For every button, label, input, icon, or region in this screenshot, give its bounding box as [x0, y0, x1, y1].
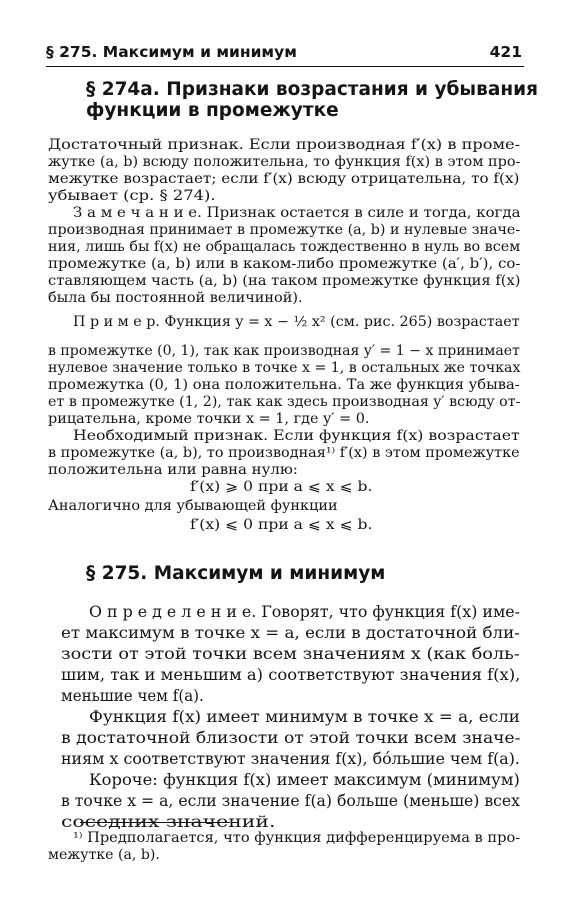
formula-increasing: f′(x) ⩾ 0 при a ⩽ x ⩽ b. — [190, 479, 373, 495]
footnote-rule — [80, 822, 230, 823]
text-line: жутке (a, b) всюду положительна, то функция f(x) в этом про- — [48, 154, 521, 170]
running-head — [0, 0, 567, 70]
text-line: рицательна, кроме точки x = 1, где y′ = 0. — [48, 411, 370, 427]
section-274a-heading-line-2: функции в промежутке — [86, 100, 339, 121]
text-line: была бы постоянной величиной). — [48, 290, 303, 306]
text-line: межутке возрастает; если f′(x) всюду отрицательна, то f(x) — [48, 171, 520, 187]
text-line: нулевое значение только в точке x = 1, в остальных же точках — [48, 360, 521, 376]
text-line: убывает (ср. § 274). — [48, 188, 216, 204]
text-line: в точке x = a, если значение f(a) больше (меньше) всех — [61, 791, 520, 810]
text-line: З а м е ч а н и е. Признак остается в силе и тогда, когда — [73, 205, 521, 221]
text-line: ет максимум в точке x = a, если в достаточной бли- — [61, 623, 520, 642]
text-line: Короче: функция f(x) имеет максимум (минимум) — [89, 770, 520, 789]
running-head-title: § 275. Максимум и минимум — [46, 43, 297, 61]
footnote-line: межутке (a, b). — [48, 847, 160, 863]
text-line: в промежутке (a, b), то производная¹⁾ f′(x) в этом промежутке — [48, 445, 520, 461]
text-line: в достаточной близости от этой точки всем значе- — [61, 728, 521, 747]
text-line: ниям x соответствуют значения f(x), бо́льшие чем f(a). — [61, 749, 520, 768]
text-line: в промежутке (0, 1), так как производная y′ = 1 − x принимает — [48, 343, 520, 359]
text-line: ния, лишь бы f(x) не обращалась тождественно в нуль во всем — [48, 239, 521, 255]
text-line: О п р е д е л е н и е. Говорят, что функция f(x) име- — [89, 602, 520, 621]
text-line: ет в промежутке (1, 2), так как здесь производная y′ всюду от- — [48, 394, 521, 410]
footnote-line: ¹⁾ Предполагается, что функция дифференцируема в про- — [73, 830, 521, 846]
text-line: зости от этой точки всем значениям x (как боль- — [61, 644, 520, 663]
text-line: промежутка (0, 1) она положительна. Та же функция убыва- — [48, 377, 520, 393]
text-line: шим, так и меньшим a) соответствуют значения f(x), — [61, 665, 521, 684]
page-number: 421 — [489, 43, 522, 61]
text-line: положительна или равна нулю: — [48, 462, 298, 478]
section-275-heading: § 275. Максимум и минимум — [86, 563, 386, 584]
text-line: Аналогично для убывающей функции — [48, 498, 338, 514]
text-line: Функция f(x) имеет минимум в точке x = a, если — [89, 707, 520, 726]
section-274a-heading-line-1: § 274а. Признаки возрастания и убывания — [86, 79, 538, 100]
text-line: Достаточный признак. Если производная f′(x) в проме- — [48, 137, 521, 153]
formula-decreasing: f′(x) ⩽ 0 при a ⩽ x ⩽ b. — [190, 517, 373, 533]
text-line: промежутке (a, b) или в каком-либо промежутке (a′, b′), со- — [48, 256, 521, 272]
example-line: П р и м е р. Функция y = x − ½ x² (см. рис. 265) возрастает — [73, 314, 520, 330]
text-line: ставляющем часть (a, b) (на таком промежутке функция f(x) — [48, 273, 521, 289]
text-line: меньшие чем f(a). — [61, 686, 204, 705]
text-line: производная принимает в промежутке (a, b) и нулевые значе- — [48, 222, 521, 238]
text-line: соседних значений. — [61, 812, 276, 831]
text-line: Необходимый признак. Если функция f(x) возрастает — [73, 428, 520, 444]
header-rule — [46, 66, 524, 67]
